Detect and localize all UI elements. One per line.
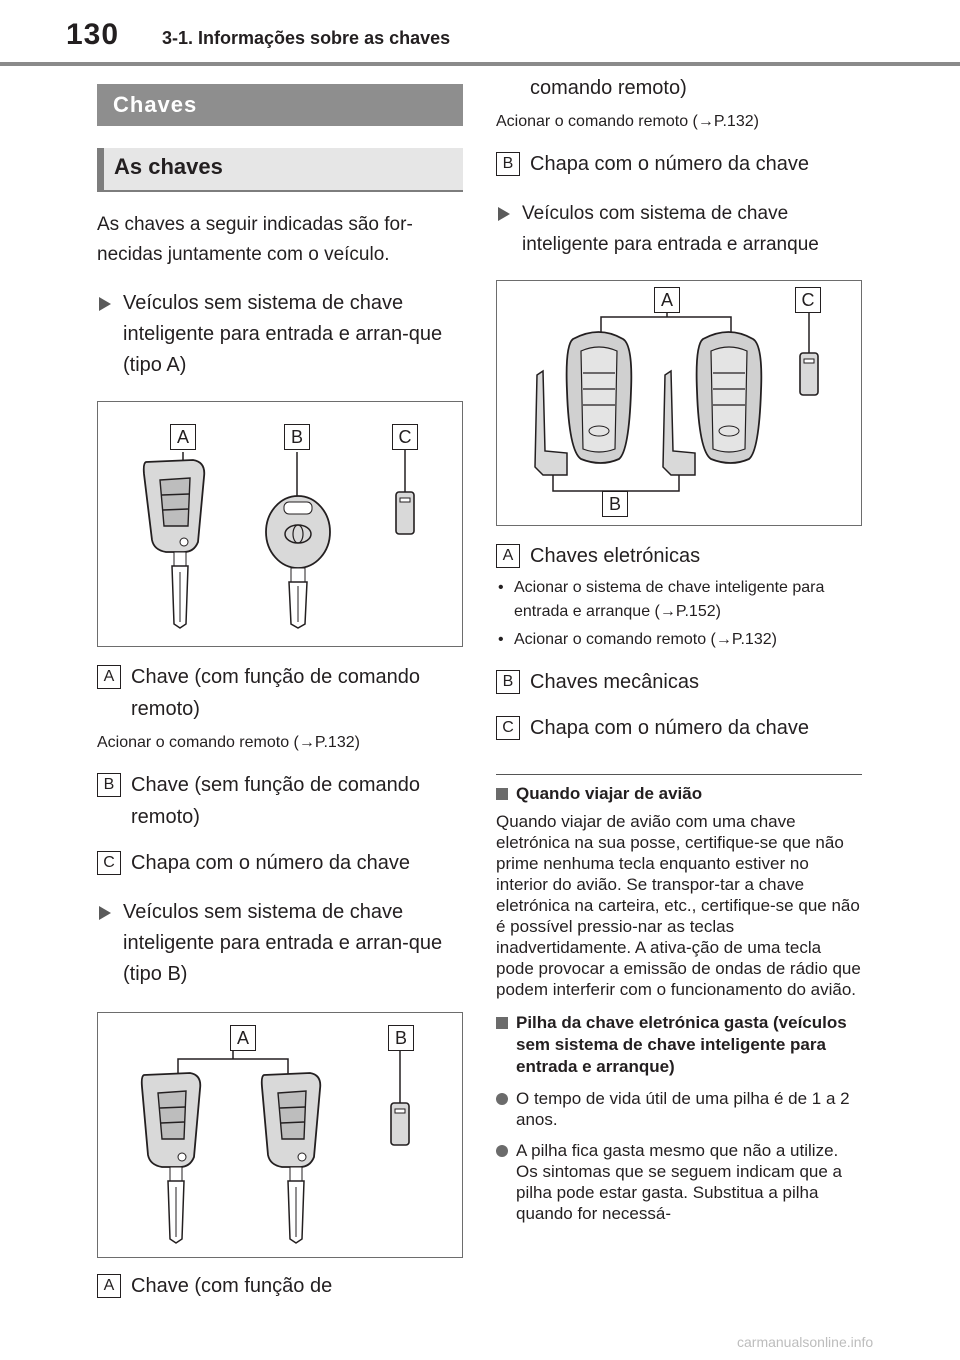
group-type-b [97,897,463,990]
square-bullet-icon [496,788,508,800]
right-item-a-text: Chaves eletrónicas [530,545,701,567]
continued-text: comando remoto) [530,77,687,99]
note-battery-item-text: O tempo de vida útil de uma pilha é de 1 a 2 anos. [516,1089,850,1129]
item-c-text: Chapa com o número da chave [131,852,411,874]
item-c [97,847,463,879]
note-airplane-heading [496,783,862,805]
note-battery-heading [496,1012,862,1078]
right-column [496,72,862,1224]
item-a-text: Chave (com função de comando remoto) [131,666,421,720]
watermark: carmanualsonline.info [737,1334,874,1350]
note-battery-item [496,1140,862,1224]
note-battery-item [496,1088,862,1130]
right-item-c [496,712,862,744]
fig3-label-c: C [795,287,821,313]
right-item-c-text: Chapa com o número da chave [530,717,810,739]
triangle-bullet-icon [99,297,111,311]
note-battery-item-text: A pilha fica gasta mesmo que não a utilize. Os sintomas que se seguem indicam que a pilha pode estar gasta. Substitua a pilha quando for necessá- [516,1141,843,1223]
label-c: C [496,716,520,740]
square-bullet-icon [496,1017,508,1029]
page-header [0,0,960,66]
fig2-label-a: A [230,1025,256,1051]
bullet-item: • Acionar o sistema de chave inteligente para entrada e arranque (→P.152) [496,576,862,624]
figure-keys-type-a [97,401,463,647]
right-item-b-text: Chapa com o número da chave [530,153,810,175]
note-battery-title: Pilha da chave eletrónica gasta (veículos sem sistema de chave inteligente para entrada e arranque) [516,1013,847,1076]
label-c: C [97,851,121,875]
triangle-bullet-icon [99,906,111,920]
item-a2 [97,1270,463,1302]
item-a [97,661,463,725]
right-item-b [496,148,862,180]
right-item-a [496,540,862,572]
circle-bullet-icon [496,1145,508,1157]
group-smart-title: Veículos com sistema de chave inteligente para entrada e arranque [522,203,819,255]
label-a: A [496,544,520,568]
item-a2-text: Chave (com função de [131,1275,333,1297]
fig2-label-b: B [388,1025,414,1051]
fig1-label-a: A [170,424,196,450]
fig1-label-c: C [392,424,418,450]
smart-keys-illustration [497,281,861,525]
group-type-a [97,288,463,381]
notes-divider [496,774,862,775]
fig3-label-a: A [654,287,680,313]
fig3-label-b: B [602,491,628,517]
item-b-text: Chave (sem função de comando remoto) [131,774,421,828]
figure-keys-type-b [97,1012,463,1258]
label-a2: A [97,1274,121,1298]
fig1-label-b: B [284,424,310,450]
label-b: B [496,152,520,176]
section-title: 3-1. Informações sobre as chaves [162,28,451,48]
continued-sub: Acionar o comando remoto (→P.132) [496,113,759,130]
circle-bullet-icon [496,1093,508,1105]
label-a: A [97,665,121,689]
intro-text: As chaves a seguir indicadas são for-necidas juntamente com o veículo. [97,214,413,265]
page-number: 130 [66,18,120,51]
note-airplane-title: Quando viajar de avião [516,784,703,803]
triangle-bullet-icon [498,207,510,221]
group-smart [496,198,862,260]
figure-smart-keys [496,280,862,526]
right-item-b2-text: Chaves mecânicas [530,671,699,693]
item-b [97,769,463,833]
note-airplane-text: Quando viajar de avião com uma chave eletrónica na sua posse, certifique-se que não prime nenhuma tecla enquanto estiver no interior do avião. Se transpor-tar a chave eletrónica na carteira, etc., certifique-se que não é possível pressio-nar as teclas inadvertidamente. A ativa-ção de uma tecla pode provocar a emissão de ondas de rádio que podem interferir com o funcionamento do avião. [496,812,861,999]
item-a-sub: Acionar o comando remoto (→P.132) [97,734,360,751]
heading-chaves: Chaves [97,84,463,126]
bullet-item: • Acionar o comando remoto (→P.132) [496,628,862,652]
left-column [97,84,463,1302]
header-rule [0,62,960,66]
right-item-b2 [496,666,862,698]
heading-as-chaves: As chaves [97,148,463,192]
group-type-a-title: Veículos sem sistema de chave inteligente para entrada e arran-que (tipo A) [123,292,443,376]
label-b: B [97,773,121,797]
group-type-b-title: Veículos sem sistema de chave inteligente para entrada e arran-que (tipo B) [123,901,443,985]
label-b: B [496,670,520,694]
